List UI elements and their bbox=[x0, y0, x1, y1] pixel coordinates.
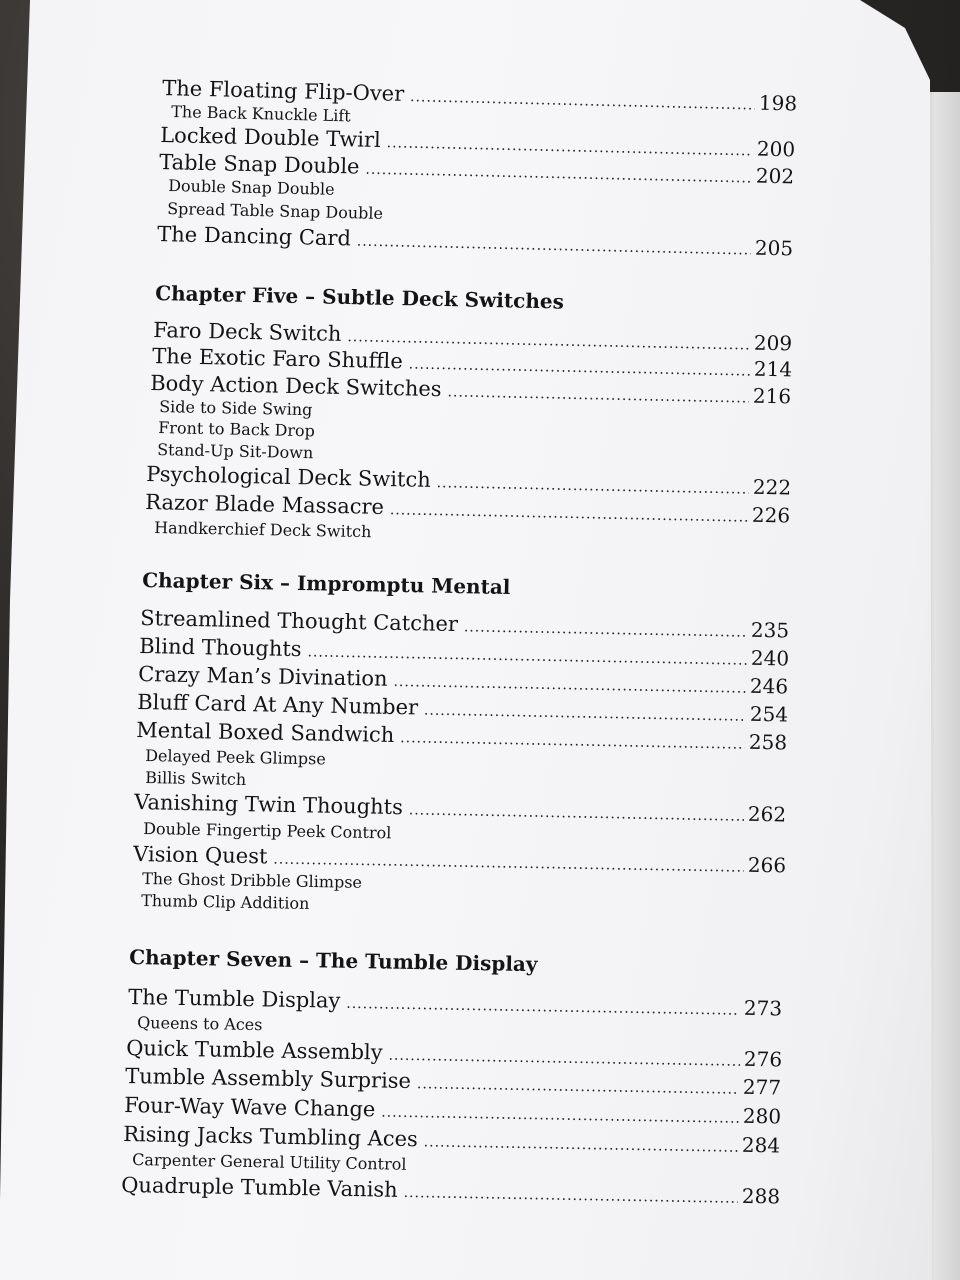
toc-subentry bbox=[132, 1150, 407, 1174]
dot-leader bbox=[437, 475, 750, 498]
dot-leader bbox=[381, 1104, 739, 1126]
dot-leader bbox=[417, 1076, 739, 1098]
entry-page-number: 254 bbox=[749, 701, 789, 727]
entry-page-number: 226 bbox=[751, 502, 791, 528]
dot-leader bbox=[346, 996, 740, 1019]
entry-page-number: 198 bbox=[758, 90, 798, 116]
chapter-title: Chapter Seven – The Tumble Display bbox=[129, 945, 538, 977]
toc-subentry bbox=[167, 199, 383, 223]
toc-subentry bbox=[141, 891, 310, 913]
entry-page-number: 246 bbox=[749, 673, 789, 699]
subentry-title: Handkerchief Deck Switch bbox=[154, 518, 372, 542]
dot-leader bbox=[424, 1134, 738, 1155]
toc-subentry bbox=[143, 819, 392, 842]
entry-title: Tumble Assembly Surprise bbox=[125, 1064, 412, 1093]
dot-leader bbox=[400, 730, 745, 753]
dot-leader bbox=[409, 356, 750, 379]
subentry-title: Delayed Peek Glimpse bbox=[145, 746, 327, 769]
entry-page-number: 266 bbox=[747, 852, 787, 878]
entry-title: Vanishing Twin Thoughts bbox=[134, 790, 404, 820]
subentry-title: Queens to Aces bbox=[137, 1013, 263, 1035]
dot-leader bbox=[388, 1048, 740, 1070]
entry-title: Blind Thoughts bbox=[139, 634, 302, 662]
subentry-title: Thumb Clip Addition bbox=[141, 891, 310, 913]
toc-entry bbox=[121, 1173, 780, 1208]
entry-page-number: 284 bbox=[741, 1132, 781, 1158]
entry-title: Vision Quest bbox=[133, 842, 268, 869]
entry-title: Rising Jacks Tumbling Aces bbox=[123, 1122, 419, 1152]
entry-page-number: 205 bbox=[754, 235, 794, 261]
entry-title: The Dancing Card bbox=[157, 222, 352, 251]
dot-leader bbox=[409, 802, 744, 824]
entry-title: Streamlined Thought Catcher bbox=[140, 606, 459, 637]
entry-page-number: 262 bbox=[747, 801, 787, 827]
subentry-title: Spread Table Snap Double bbox=[167, 199, 384, 223]
dot-leader bbox=[365, 162, 752, 187]
chapter-title: Chapter Six – Impromptu Mental bbox=[142, 568, 511, 600]
toc-entry bbox=[157, 222, 793, 260]
chapter-heading bbox=[155, 281, 564, 314]
entry-title: Four-Way Wave Change bbox=[124, 1093, 376, 1122]
toc-subentry bbox=[154, 518, 372, 541]
subentry-title: Front to Back Drop bbox=[158, 418, 316, 441]
dot-leader bbox=[464, 619, 747, 640]
subentry-title: Side to Side Swing bbox=[159, 397, 313, 420]
entry-title: Psychological Deck Switch bbox=[146, 462, 432, 492]
dot-leader bbox=[393, 674, 746, 697]
subentry-title: The Ghost Dribble Glimpse bbox=[142, 869, 363, 892]
entry-title: Quick Tumble Assembly bbox=[126, 1036, 383, 1065]
entry-title: Body Action Deck Switches bbox=[150, 371, 442, 402]
entry-title: Table Snap Double bbox=[159, 150, 360, 179]
toc-subentry bbox=[145, 768, 246, 789]
entry-title: The Exotic Faro Shuffle bbox=[152, 344, 404, 374]
entry-page-number: 214 bbox=[753, 356, 793, 382]
subentry-title: Stand-Up Sit-Down bbox=[157, 440, 314, 463]
toc-subentry bbox=[158, 418, 315, 440]
chapter-heading bbox=[142, 568, 511, 599]
entry-page-number: 200 bbox=[756, 136, 796, 162]
subentry-title: The Back Knuckle Lift bbox=[171, 102, 351, 126]
toc-subentry bbox=[171, 102, 351, 125]
dot-leader bbox=[404, 1185, 738, 1207]
chapter-heading bbox=[129, 945, 538, 976]
entry-page-number: 202 bbox=[755, 163, 795, 189]
entry-page-number: 288 bbox=[741, 1183, 781, 1209]
dot-leader bbox=[390, 502, 748, 525]
dot-leader bbox=[307, 644, 747, 668]
toc-subentry bbox=[142, 869, 362, 892]
entry-page-number: 216 bbox=[752, 383, 792, 409]
dot-leader bbox=[410, 89, 755, 113]
chapter-title: Chapter Five – Subtle Deck Switches bbox=[155, 281, 565, 314]
toc-subentry bbox=[168, 176, 335, 199]
entry-page-number: 240 bbox=[750, 645, 790, 671]
entry-title: The Floating Flip-Over bbox=[162, 76, 405, 106]
toc-subentry bbox=[157, 440, 313, 462]
entry-page-number: 209 bbox=[753, 330, 793, 356]
entry-page-number: 258 bbox=[748, 729, 788, 755]
entry-page-number: 222 bbox=[752, 474, 792, 500]
entry-title: Mental Boxed Sandwich bbox=[136, 718, 395, 747]
entry-title: Quadruple Tumble Vanish bbox=[121, 1173, 398, 1202]
toc-subentry bbox=[137, 1013, 263, 1034]
subentry-title: Carpenter General Utility Control bbox=[132, 1150, 407, 1174]
dot-leader bbox=[447, 384, 749, 406]
entry-page-number: 280 bbox=[742, 1103, 782, 1129]
entry-page-number: 276 bbox=[743, 1046, 783, 1072]
subentry-title: Billis Switch bbox=[145, 768, 247, 789]
entry-title: The Tumble Display bbox=[128, 985, 341, 1013]
entry-title: Razor Blade Massacre bbox=[145, 490, 385, 520]
entry-title: Faro Deck Switch bbox=[153, 318, 342, 346]
entry-page-number: 277 bbox=[742, 1074, 782, 1100]
dot-leader bbox=[424, 703, 746, 725]
entry-page-number: 273 bbox=[743, 995, 783, 1021]
toc-subentry bbox=[159, 397, 313, 419]
entry-page-number: 235 bbox=[750, 617, 790, 643]
toc-subentry bbox=[145, 746, 326, 768]
subentry-title: Double Fingertip Peek Control bbox=[143, 819, 392, 843]
subentry-title: Double Snap Double bbox=[168, 176, 335, 199]
dot-leader bbox=[357, 234, 751, 259]
entry-title: Bluff Card At Any Number bbox=[137, 690, 419, 720]
entry-title: Locked Double Twirl bbox=[160, 123, 382, 153]
entry-title: Crazy Man’s Divination bbox=[138, 662, 388, 691]
